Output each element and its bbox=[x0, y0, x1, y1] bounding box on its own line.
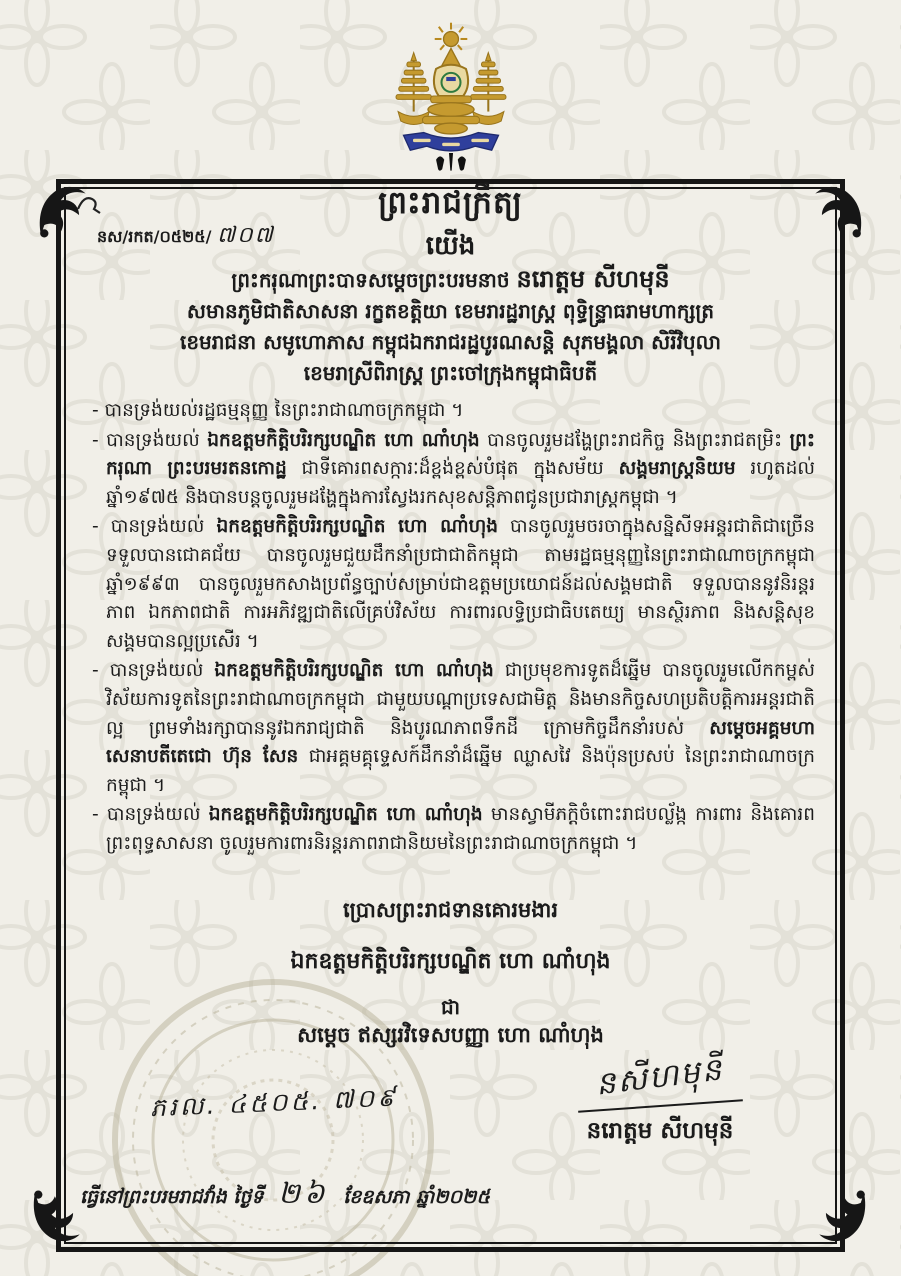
king-name: នរោត្តម សីហមុនី bbox=[516, 265, 670, 293]
royal-title-line-2: សមានភូមិជាតិសាសនា រក្ខតខត្តិយា ខេមរារដ្ឋរាស្ត្រ ពុទ្ធិន្ទ្រាធរាមហាក្សត្រ bbox=[186, 299, 715, 323]
pedestal-bowl-icon bbox=[423, 48, 480, 133]
signature-block bbox=[545, 1051, 775, 1150]
conferred-title: សម្តេច ឥស្សរវិទេសបញ្ញា ហោ ណាំហុង bbox=[297, 1023, 604, 1047]
royal-signature-script: នសីហមុនី bbox=[593, 1051, 726, 1103]
date-prefix: ធ្វើនៅព្រះបរមរាជវាំង ថ្ងៃទី bbox=[80, 1186, 264, 1208]
ribbon-banner-icon bbox=[404, 133, 499, 151]
royal-title-block bbox=[40, 264, 861, 389]
royal-title-line-3: ខេមរាជនា សមូហោភាស កម្ពុជឯករាជរដ្ឋបូរណសន្តិ សុភមង្គលា សិរីវិបុលា bbox=[179, 330, 722, 354]
decree-clause: - បានទ្រង់យល់ ឯកឧត្តមកិត្តិបរិរក្សបណ្ឌិត ហោ ណាំហុង មានស្វាមីភក្តិចំពោះរាជបល្ល័ង្ក ការពារ និងគោរពព្រះពុទ្ធសាសនា ចូលរួមការពារនិរន្តរភាពរាជានិយមនៃព្រះរាជាណាចក្រកម្ពុជា ។ bbox=[92, 804, 815, 854]
registry-number-handwritten: ភរល. ៤៥០៥. ៧០៩ bbox=[149, 1082, 399, 1123]
decree-title: ព្រះរាជក្រឹត្យ bbox=[378, 185, 523, 221]
place-date-line bbox=[80, 1176, 490, 1218]
reference-number bbox=[97, 221, 275, 253]
reference-number-handwritten: ៧០៧ bbox=[216, 223, 275, 248]
signer-name: នរោត្តម សីហមុនី bbox=[586, 1118, 734, 1144]
as-word: ជា bbox=[440, 995, 461, 1019]
royal-title-line-4: ខេមរាស្រីពិរាស្ត្រ ព្រះចៅក្រុងកម្ពុជាធិបតី bbox=[303, 361, 598, 385]
date-day-handwritten: ២៦ bbox=[278, 1176, 329, 1210]
royal-intro: ព្រះករុណាព្រះបាទសម្តេចព្រះបរមនាថ bbox=[231, 268, 517, 292]
reference-number-printed: នស/រកត/០៥២៥/ bbox=[97, 227, 212, 246]
base-finial-icon bbox=[436, 153, 466, 171]
decree-clause: - បានទ្រង់យល់ ឯកឧត្តមកិត្តិបរិរក្សបណ្ឌិត ហោ ណាំហុង បានចូលរួមដង្ហែព្រះរាជកិច្ច និងព្រះរាជតម្រិះ ព្រះករុណា ព្រះបរមរតនកោដ្ឋ ជាទីគោរពសក្ការៈដ៏ខ្ពង់ខ្ពស់បំផុត ក្នុងសម័យ សង្គមរាស្ត្រនិយម រហូតដល់ឆ្នាំ១៩៧៥ និងបានបន្តចូលរួមដង្ហែក្នុងការស្វែងរកសុខសន្តិភាពជូនប្រជារាស្ត្រកម្ពុជា ។ bbox=[92, 429, 816, 508]
right-parasol-icon bbox=[471, 53, 506, 125]
decree-clause: - បានទ្រង់យល់រដ្ឋធម្មនុញ្ញ នៃព្រះរាជាណាចក្រកម្ពុជា ។ bbox=[92, 400, 464, 421]
left-parasol-icon bbox=[396, 53, 431, 125]
decree-clause: - បានទ្រង់យល់ ឯកឧត្តមកិត្តិបរិរក្សបណ្ឌិត ហោ ណាំហុង ជាប្រមុខការទូតដ៏ឆ្នើម បានចូលរួមលើកកម្ពស់វិស័យការទូតនៃព្រះរាជាណាចក្រកម្ពុជា ជាមួយបណ្តាប្រទេសជាមិត្ត និងមានកិច្ចសហប្រតិបត្តិការអន្តរជាតិល្អ ព្រមទាំងរក្សាបាននូវឯករាជ្យជាតិ និងបូរណភាពទឹកដី ក្រោមកិច្ចដឹកនាំរបស់ សម្តេចអគ្គមហាសេនាបតីតេជោ ហ៊ុន សែន ជាអគ្គមគ្គុទ្ទេសក៍ដឹកនាំដ៏ឆ្នើម ឈ្លាសវៃ និងប៉ុនប្រសប់ នៃព្រះរាជាណាចក្រកម្ពុជា ។ bbox=[92, 660, 815, 796]
sun-rays-icon bbox=[435, 23, 468, 50]
handwritten-tick-mark bbox=[76, 193, 102, 217]
royal-arms-emblem bbox=[383, 20, 519, 176]
corner-ornament-icon bbox=[811, 1188, 869, 1246]
decree-clauses bbox=[92, 397, 815, 860]
grant-heading: ប្រោសព្រះរាជទានគោរមងារ bbox=[342, 898, 559, 922]
decree-clause: - បានទ្រង់យល់ ឯកឧត្តមកិត្តិបរិរក្សបណ្ឌិត ហោ ណាំហុង បានចូលរួមចរចាក្នុងសន្និសីទអន្តរជាតិជាច្រើនទទួលបានជោគជ័យ បានចូលរួមជួយដឹកនាំប្រជាជាតិកម្ពុជា តាមរដ្ឋធម្មនុញ្ញនៃព្រះរាជាណាចក្រកម្ពុជា ឆ្នាំ១៩៩៣ បានចូលរួមកសាងប្រព័ន្ធច្បាប់សម្រាប់ជាឧត្តមប្រយោជន៍ដល់សង្គមជាតិ ទទួលបាននូវនិរន្តរភាព ឯកភាពជាតិ ការអភិវឌ្ឍជាតិលើគ្រប់វិស័យ ការពារលទ្ធិប្រជាធិបតេយ្យ មានស្ថិរភាព និងសន្តិសុខសង្គមបានល្អប្រសើរ ។ bbox=[92, 516, 815, 652]
grantee-name: ឯកឧត្តមកិត្តិបរិរក្សបណ្ឌិត ហោ ណាំហុង bbox=[290, 949, 611, 974]
we-heading: យើង bbox=[425, 231, 476, 261]
royal-title-line-1 bbox=[40, 264, 861, 296]
date-suffix: ខែឧសភា ឆ្នាំ២០២៥ bbox=[343, 1186, 490, 1208]
